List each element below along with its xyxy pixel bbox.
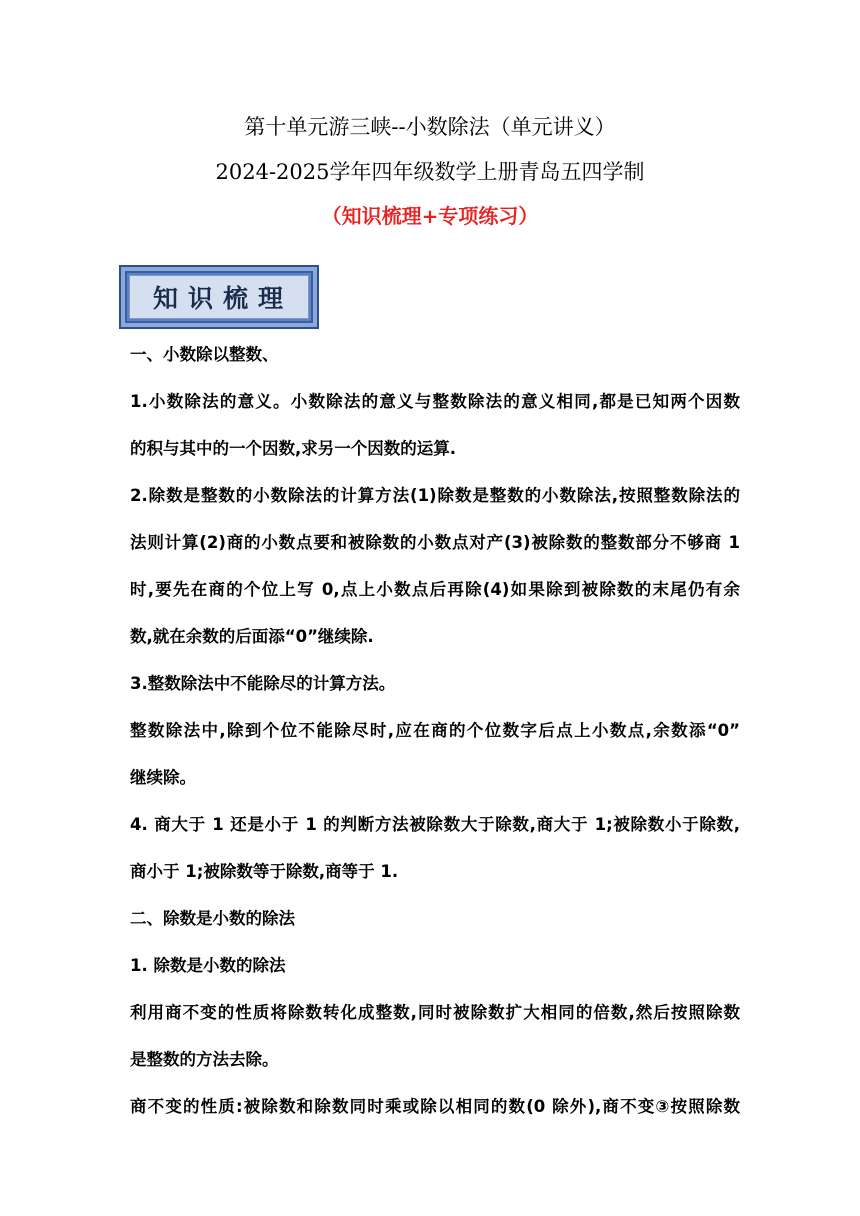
text-line: 利用商不变的性质将除数转化成整数,同时被除数扩大相同的倍数,然后按照除数 <box>130 1003 740 1022</box>
text-line: 是整数的方法去除。 <box>130 1050 279 1069</box>
section-badge <box>119 265 319 329</box>
document-body <box>130 331 740 1130</box>
text-line: 的积与其中的一个因数,求另一个因数的运算. <box>130 439 457 458</box>
text-line: 数,就在余数的后面添“0”继续除. <box>130 627 374 646</box>
text-line: 4. 商大于 1 还是小于 1 的判断方法被除数大于除数,商大于 1;被除数小于除数, <box>130 815 740 834</box>
text-line: 1. 除数是小数的除法 <box>130 956 286 975</box>
text-line: 继续除。 <box>130 768 196 787</box>
section-badge-inner <box>129 275 309 319</box>
text-line: 3.整数除法中不能除尽的计算方法。 <box>130 674 396 693</box>
text-line: 2.除数是整数的小数除法的计算方法(1)除数是整数的小数除法,按照整数除法的 <box>130 486 740 505</box>
document-title: 第十单元游三峡--小数除法（单元讲义） <box>244 115 616 139</box>
text-line: 1.小数除法的意义。小数除法的意义与整数除法的意义相同,都是已知两个因数 <box>130 392 740 411</box>
text-line: 时,要先在商的个位上写 0,点上小数点后再除(4)如果除到被除数的末尾仍有余 <box>130 580 740 599</box>
heading-2: 二、除数是小数的除法 <box>130 909 295 928</box>
section-badge-label: 知识梳理 <box>152 284 293 313</box>
document-subtitle: 2024-2025学年四年级数学上册青岛五四学制 <box>215 160 645 184</box>
text-line: 商小于 1;被除数等于除数,商等于 1. <box>130 862 399 881</box>
heading-1: 一、小数除以整数、 <box>130 345 279 364</box>
text-line: 商不变的性质:被除数和除数同时乘或除以相同的数(0 除外),商不变③按照除数 <box>130 1097 740 1116</box>
text-line: 整数除法中,除到个位不能除尽时,应在商的个位数字后点上小数点,余数添“0” <box>130 721 740 740</box>
text-line: 法则计算(2)商的小数点要和被除数的小数点对产(3)被除数的整数部分不够商 1 <box>130 533 740 552</box>
document-tag: （知识梳理+专项练习） <box>321 204 539 228</box>
